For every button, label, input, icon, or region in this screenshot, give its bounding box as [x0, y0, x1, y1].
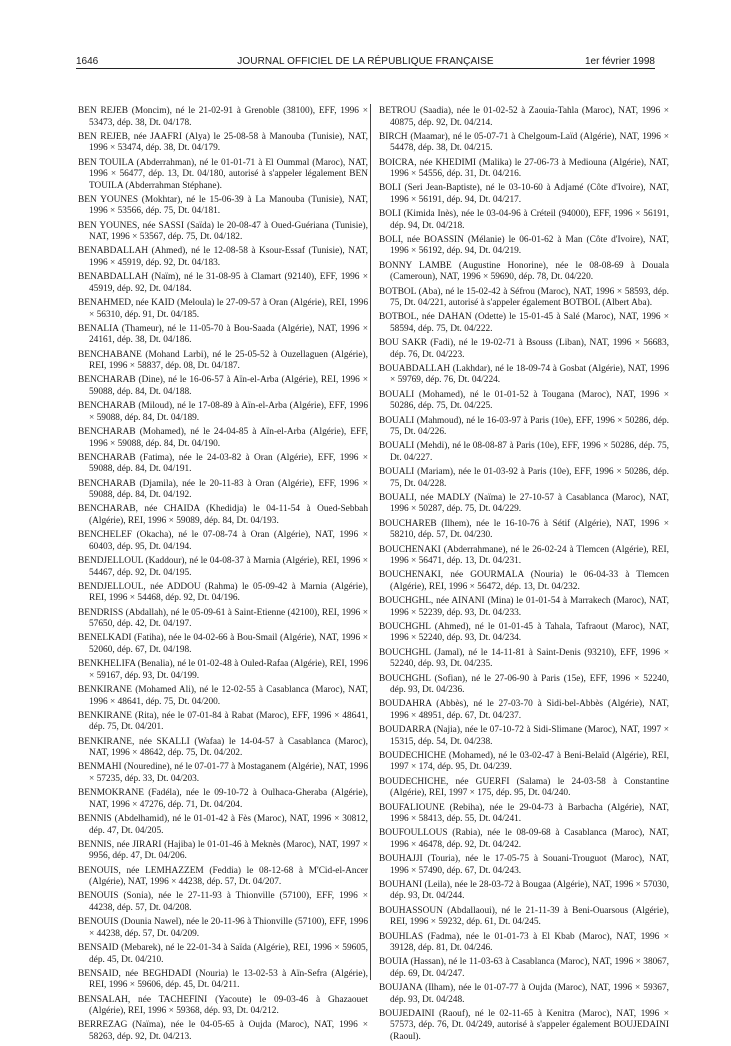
- registry-entry: BOUCHGHL (Jamal), né le 14-11-81 à Saint-Denis (93210), EFF, 1996 × 52240, dép. 93, Dt. 04/235.: [379, 647, 669, 670]
- registry-entry: BOUDAHRA (Abbès), né le 27-03-70 à Sidi-bel-Abbès (Algérie), NAT, 1996 × 48951, dép. 67, Dt. 04/237.: [379, 699, 669, 721]
- registry-entry: BOUCHGHL (Ahmed), né le 01-01-45 à Tahala, Tafraout (Maroc), NAT, 1996 × 52240, dép. 93, Dt. 04/234.: [379, 621, 669, 644]
- registry-entry: BEN YOUNES (Mokhtar), né le 15-06-39 à La Manouba (Tunisie), NAT, 1996 × 53566, dép. 75, Dt. 04/181.: [78, 194, 368, 217]
- registry-entry: BENOUIS, née LEMHAZZEM (Feddia) le 08-12-68 à M'Cid-el-Ancer (Algérie), NAT, 1996 × 44238, dép. 57, Dt. 04/207.: [78, 865, 368, 888]
- registry-entry: BOUJANA (Ilham), née le 01-07-77 à Oujda (Maroc), NAT, 1996 × 59367, dép. 93, Dt. 04/248.: [379, 983, 669, 1005]
- registry-entry: BOUALI (Mariam), née le 01-03-92 à Paris (10e), EFF, 1996 × 50286, dép. 75, Dt. 04/228.: [379, 467, 669, 489]
- registry-entry: BOU SAKR (Fadi), né le 19-02-71 à Bsouss (Liban), NAT, 1996 × 56683, dép. 76, Dt. 04/223.: [379, 338, 669, 360]
- registry-entry: BENELKADI (Fatiha), née le 04-02-66 à Bou-Smail (Algérie), NAT, 1996 × 52060, dép. 67, Dt. 04/198.: [78, 633, 368, 655]
- registry-entry: BENKIRANE, née SKALLI (Wafaa) le 14-04-57 à Casablanca (Maroc), NAT, 1996 × 48642, dép. 75, Dt. 04/202.: [78, 736, 368, 759]
- registry-entry: BOUDECHICHE, née GUERFI (Salama) le 24-03-58 à Constantine (Algérie), REI, 1997 × 175, dép. 95, Dt. 04/240.: [379, 776, 669, 799]
- registry-entry: BOUHLAS (Fadma), née le 01-01-73 à El Kbab (Maroc), NAT, 1996 × 39128, dép. 81, Dt. 04/246.: [379, 931, 669, 953]
- registry-entry: BOUFOULLOUS (Rabia), née le 08-09-68 à Casablanca (Maroc), NAT, 1996 × 46478, dép. 92, Dt. 04/242.: [379, 828, 669, 850]
- registry-entry: BOUCHGHL (Sofian), né le 27-06-90 à Paris (15e), EFF, 1996 × 52240, dép. 93, Dt. 04/236.: [379, 673, 669, 696]
- registry-entry: BEN REJEB (Moncim), né le 21-02-91 à Grenoble (38100), EFF, 1996 × 53473, dép. 38, Dt. 04/178.: [78, 106, 368, 128]
- registry-entry: BOUCHENAKI, née GOURMALA (Nouria) le 06-04-33 à Tlemcen (Algérie), REI, 1996 × 56472, dép. 13, Dt. 04/232.: [379, 570, 669, 592]
- registry-entry: BENCHELEF (Okacha), né le 07-08-74 à Oran (Algérie), NAT, 1996 × 60403, dép. 95, Dt. 04/194.: [78, 530, 368, 552]
- registry-entry: BOUHASSOUN (Abdallaoui), né le 21-11-39 à Beni-Ouarsous (Algérie), REI, 1996 × 59232, dép. 61, Dt. 04/245.: [379, 905, 669, 928]
- registry-entry: BOUALI, née MADLY (Naïma) le 27-10-57 à Casablanca (Maroc), NAT, 1996 × 50287, dép. 75, Dt. 04/229.: [379, 492, 669, 515]
- registry-entry: BOUHAJJI (Touria), née le 17-05-75 à Souani-Trouguot (Maroc), NAT, 1996 × 57490, dép. 67, Dt. 04/243.: [379, 854, 669, 876]
- registry-entry: BENMAHI (Nouredine), né le 07-01-77 à Mostaganem (Algérie), NAT, 1996 × 57235, dép. 33, Dt. 04/203.: [78, 762, 368, 784]
- registry-entry: BENCHABANE (Mohand Larbi), né le 25-05-52 à Ouzellaguen (Algérie), REI, 1996 × 58837, dép. 08, Dt. 04/187.: [78, 349, 368, 372]
- registry-entry: BERREZAG (Naïma), née le 04-05-65 à Oujda (Maroc), NAT, 1996 × 58263, dép. 92, Dt. 04/213.: [78, 1020, 368, 1042]
- registry-entry: BOICRA, née KHEDIMI (Malika) le 27-06-73 à Mediouna (Algérie), NAT, 1996 × 54556, dép. 31, Dt. 04/216.: [379, 157, 669, 180]
- registry-entry: BOUCHGHL, née AINANI (Mina) le 01-01-54 à Marrakech (Maroc), NAT, 1996 × 52239, dép. 93, Dt. 04/233.: [379, 596, 669, 618]
- registry-entry: BEN YOUNES, née SASSI (Saïda) le 20-08-47 à Oued-Guériana (Tunisie), NAT, 1996 × 53567, dép. 75, Dt. 04/182.: [78, 220, 368, 243]
- registry-entry: BOUJEDAINI (Raouf), né le 02-11-65 à Kenitra (Maroc), NAT, 1996 × 57573, dép. 76, Dt. 04/249, autorisé à s'appeler également BOUJEDAINI (Raoul).: [379, 1008, 669, 1042]
- registry-entry: BOUHANI (Leila), née le 28-03-72 à Bougaa (Algérie), NAT, 1996 × 57030, dép. 93, Dt. 04/244.: [379, 879, 669, 902]
- registry-entry: BOLI (Seri Jean-Baptiste), né le 03-10-60 à Adjamé (Côte d'Ivoire), NAT, 1996 × 56191, dép. 94, Dt. 04/217.: [379, 183, 669, 205]
- registry-entry: BEN TOUILA (Abderrahman), né le 01-01-71 à El Oummal (Maroc), NAT, 1996 × 56477, dép. 13, Dt. 04/180, autorisé à s'appeler légalement BEN TOUILA (Abderrahman Stéphane).: [78, 157, 368, 191]
- publication-date: 1er février 1998: [584, 56, 655, 67]
- registry-entry: BENABDALLAH (Naïm), né le 31-08-95 à Clamart (92140), EFF, 1996 × 45919, dép. 92, Dt. 04/184.: [78, 272, 368, 294]
- registry-entry: BOUFALIOUNE (Rebiha), née le 29-04-73 à Barbacha (Algérie), NAT, 1996 × 58413, dép. 55, Dt. 04/241.: [379, 802, 669, 825]
- registry-entry: BENCHARAB, née CHAIDA (Khedidja) le 04-11-54 à Oued-Sebbah (Algérie), REI, 1996 × 59089, dép. 84, Dt. 04/193.: [78, 504, 368, 526]
- registry-entry: BENABDALLAH (Ahmed), né le 12-08-58 à Ksour-Essaf (Tunisie), NAT, 1996 × 45919, dép. 92, Dt. 04/183.: [78, 246, 368, 268]
- registry-entry: BENCHARAB (Fatima), née le 24-03-82 à Oran (Algérie), EFF, 1996 × 59088, dép. 84, Dt. 04/191.: [78, 452, 368, 475]
- registry-entry: BETROU (Saadia), née le 01-02-52 à Zaouia-Tahla (Maroc), NAT, 1996 × 40875, dép. 92, Dt. 04/214.: [379, 106, 669, 128]
- registry-entry: BENOUIS (Sonia), née le 27-11-93 à Thionville (57100), EFF, 1996 × 44238, dép. 57, Dt. 04/208.: [78, 891, 368, 913]
- header-rule: [76, 68, 655, 69]
- registry-entry: BENSAID, née BEGHDADI (Nouria) le 13-02-53 à Aïn-Sefra (Algérie), REI, 1996 × 59606, dép. 45, Dt. 04/211.: [78, 968, 368, 991]
- registry-entry: BONNY LAMBE (Augustine Honorine), née le 08-08-69 à Douala (Cameroun), NAT, 1996 × 59690, dép. 78, Dt. 04/220.: [379, 260, 669, 283]
- registry-entry: BOUCHENAKI (Abderrahmane), né le 26-02-24 à Tlemcen (Algérie), REI, 1996 × 56471, dép. 13, Dt. 04/231.: [379, 544, 669, 567]
- registry-entry: BENDRISS (Abdallah), né le 05-09-61 à Saint-Etienne (42100), REI, 1996 × 57650, dép. 42, Dt. 04/197.: [78, 607, 368, 630]
- registry-entry: BOUALI (Mahmoud), né le 16-03-97 à Paris (10e), EFF, 1996 × 50286, dép. 75, Dt. 04/226.: [379, 415, 669, 438]
- registry-entry: BOUDARRA (Najia), née le 07-10-72 à Sidi-Slimane (Maroc), NAT, 1997 × 15315, dép. 54, Dt. 04/238.: [379, 725, 669, 747]
- registry-entry: BOLI (Kimida Inès), née le 03-04-96 à Créteil (94000), EFF, 1996 × 56191, dép. 94, Dt. 04/218.: [379, 209, 669, 231]
- registry-entry: BENNIS (Abdelhamid), né le 01-01-42 à Fès (Maroc), NAT, 1996 × 30812, dép. 47, Dt. 04/205.: [78, 814, 368, 836]
- registry-entry: BOUDECHICHE (Mohamed), né le 03-02-47 à Beni-Belaïd (Algérie), REI, 1997 × 174, dép. 95, Dt. 04/239.: [379, 750, 669, 773]
- registry-entry: BEN REJEB, née JAAFRI (Alya) le 25-08-58 à Manouba (Tunisie), NAT, 1996 × 53474, dép. 38, Dt. 04/179.: [78, 131, 368, 154]
- registry-entry: BENAHMED, née KAID (Meloula) le 27-09-57 à Oran (Algérie), REI, 1996 × 56310, dép. 91, Dt. 04/185.: [78, 298, 368, 320]
- registry-entry: BENKHELIFA (Benalia), né le 01-02-48 à Ouled-Rafaa (Algérie), REI, 1996 × 59167, dép. 93, Dt. 04/199.: [78, 659, 368, 681]
- registry-entry: BIRCH (Maamar), né le 05-07-71 à Chelgoum-Laïd (Algérie), NAT, 1996 × 54478, dép. 38, Dt. 04/215.: [379, 131, 669, 154]
- registry-entry: BENMOKRANE (Fadéla), née le 09-10-72 à Oulhaca-Gheraba (Algérie), NAT, 1996 × 47276, dép. 71, Dt. 04/204.: [78, 788, 368, 810]
- registry-entry: BENCHARAB (Dine), né le 16-06-57 à Aïn-el-Arba (Algérie), REI, 1996 × 59088, dép. 84, Dt. 04/188.: [78, 375, 368, 397]
- registry-entry: BENOUIS (Dounia Nawel), née le 20-11-96 à Thionville (57100), EFF, 1996 × 44238, dép. 57, Dt. 04/209.: [78, 917, 368, 939]
- registry-entry: BENKIRANE (Rita), née le 07-01-84 à Rabat (Maroc), EFF, 1996 × 48641, dép. 75, Dt. 04/201.: [78, 710, 368, 733]
- registry-entry: BOTBOL, née DAHAN (Odette) le 15-01-45 à Salé (Maroc), NAT, 1996 × 58594, dép. 75, Dt. 04/222.: [379, 312, 669, 334]
- registry-entry: BENKIRANE (Mohamed Ali), né le 12-02-55 à Casablanca (Maroc), NAT, 1996 × 48641, dép. 75, Dt. 04/200.: [78, 685, 368, 707]
- column-divider: [370, 104, 371, 980]
- registry-entry: BOUALI (Mohamed), né le 01-01-52 à Tougana (Maroc), NAT, 1996 × 50286, dép. 75, Dt. 04/225.: [379, 389, 669, 412]
- registry-entry: BENDJELLOUL, née ADDOU (Rahma) le 05-09-42 à Marnia (Algérie), REI, 1996 × 54468, dép. 92, Dt. 04/196.: [78, 581, 368, 604]
- registry-entry: BOUCHAREB (Ilhem), née le 16-10-76 à Sétif (Algérie), NAT, 1996 × 58210, dép. 57, Dt. 04/230.: [379, 518, 669, 541]
- page-number: 1646: [76, 56, 99, 67]
- registry-entry: BENSALAH, née TACHEFINI (Yacoute) le 09-03-46 à Ghazaouet (Algérie), REI, 1996 × 59368, dép. 93, Dt. 04/212.: [78, 994, 368, 1017]
- journal-title: JOURNAL OFFICIEL DE LA RÉPUBLIQUE FRANÇAISE: [237, 56, 494, 67]
- registry-entry: BENCHARAB (Miloud), né le 17-08-89 à Aïn-el-Arba (Algérie), EFF, 1996 × 59088, dép. 84, Dt. 04/189.: [78, 401, 368, 423]
- registry-entry: BENCHARAB (Djamila), née le 20-11-83 à Oran (Algérie), EFF, 1996 × 59088, dép. 84, Dt. 04/192.: [78, 478, 368, 501]
- registry-entry: BOUABDALLAH (Lakhdar), né le 18-09-74 à Gosbat (Algérie), NAT, 1996 × 59769, dép. 76, Dt. 04/224.: [379, 363, 669, 386]
- registry-entry: BENALIA (Thameur), né le 11-05-70 à Bou-Saada (Algérie), NAT, 1996 × 24161, dép. 38, Dt. 04/186.: [78, 323, 368, 346]
- registry-entry: BENSAID (Mebarek), né le 22-01-34 à Saïda (Algérie), REI, 1996 × 59605, dép. 45, Dt. 04/210.: [78, 943, 368, 965]
- registry-entry: BOUALI (Mehdi), né le 08-08-87 à Paris (10e), EFF, 1996 × 50286, dép. 75, Dt. 04/227.: [379, 441, 669, 463]
- page-header: [0, 56, 731, 72]
- registry-entry: BENCHARAB (Mohamed), né le 24-04-85 à Aïn-el-Arba (Algérie), EFF, 1996 × 59088, dép. 84, Dt. 04/190.: [78, 427, 368, 449]
- registry-entry: BOLI, née BOASSIN (Mélanie) le 06-01-62 à Man (Côte d'Ivoire), NAT, 1996 × 56192, dép. 94, Dt. 04/219.: [379, 234, 669, 257]
- left-column: [78, 106, 368, 1046]
- registry-entry: BOTBOL (Aba), né le 15-02-42 à Séfrou (Maroc), NAT, 1996 × 58593, dép. 75, Dt. 04/221, autorisé à s'appeler également BOTBOL (Albert Aba).: [379, 286, 669, 309]
- registry-entry: BOUIA (Hassan), né le 11-03-63 à Casablanca (Maroc), NAT, 1996 × 38067, dép. 69, Dt. 04/247.: [379, 957, 669, 979]
- registry-entry: BENDJELLOUL (Kaddour), né le 04-08-37 à Marnia (Algérie), REI, 1996 × 54467, dép. 92, Dt. 04/195.: [78, 556, 368, 578]
- registry-entry: BENNIS, née JIRARI (Hajiba) le 01-01-46 à Meknès (Maroc), NAT, 1997 × 9956, dép. 47, Dt. 04/206.: [78, 839, 368, 862]
- right-column: [379, 106, 669, 1046]
